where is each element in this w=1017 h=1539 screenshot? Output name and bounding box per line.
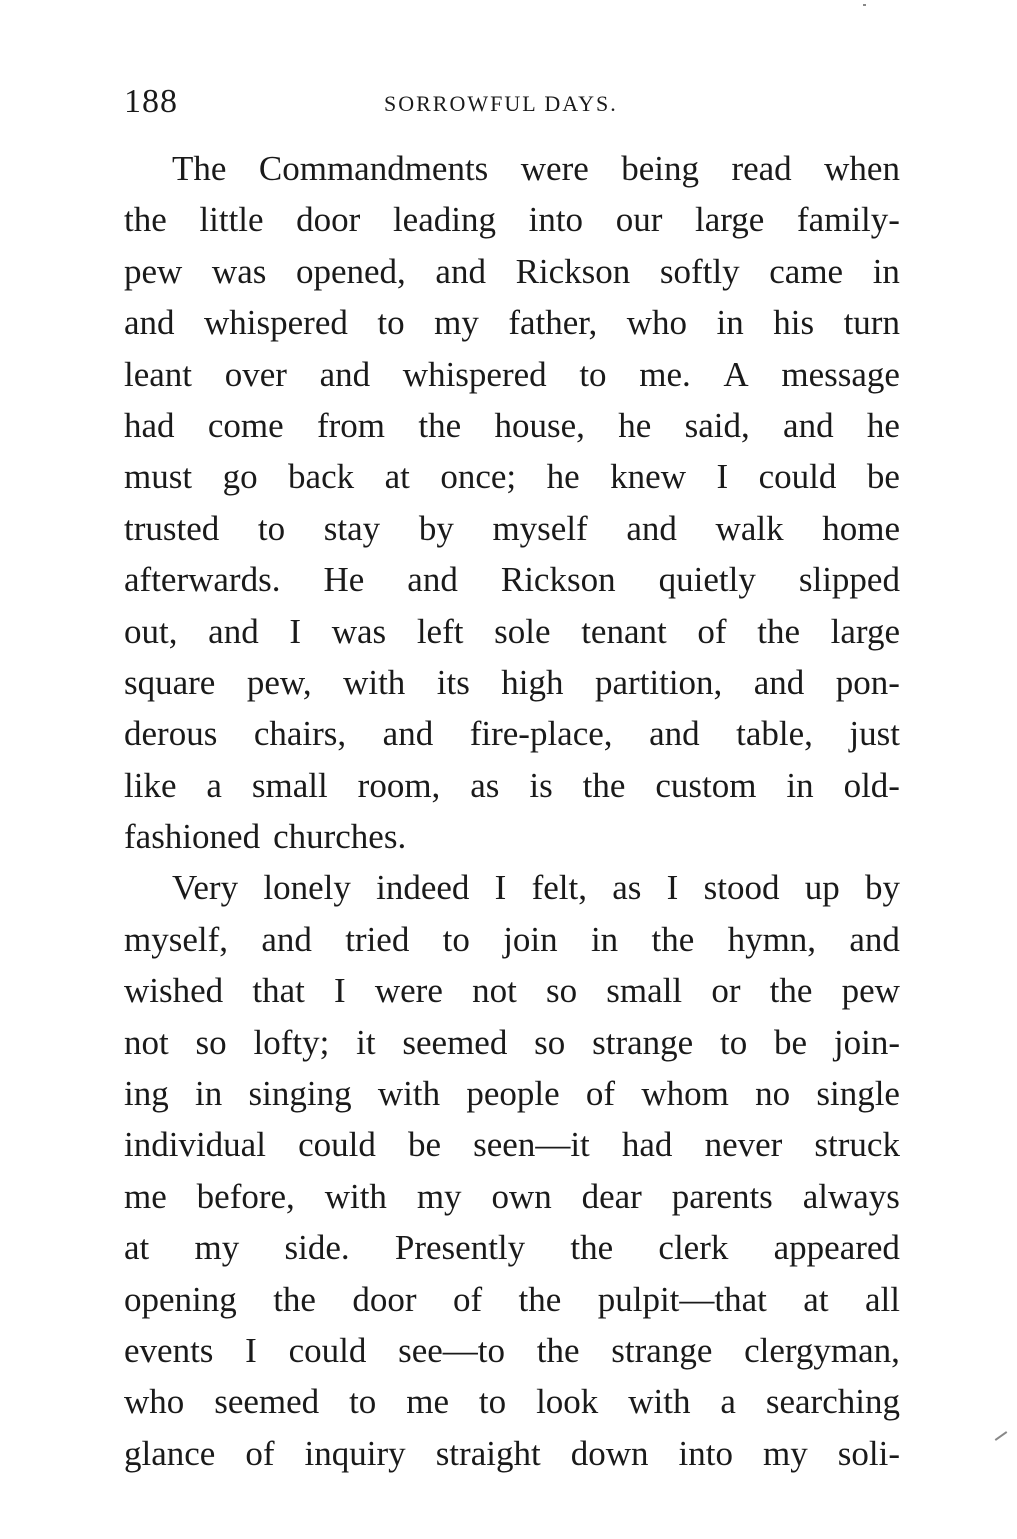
text-line: glance of inquiry straight down into my soli- <box>124 1433 900 1473</box>
text-line: The Commandments were being read when <box>172 149 900 188</box>
text-line: Very lonely indeed I felt, as I stood up by <box>172 868 900 908</box>
text-line: leant over and whispered to me. A message <box>124 354 900 394</box>
text-line: opening the door of the pulpit—that at all <box>124 1279 900 1319</box>
text-line: not so lofty; it seemed so strange to be join- <box>124 1022 900 1062</box>
page-number: 188 <box>124 83 178 120</box>
text-line: individual could be seen—it had never struck <box>124 1125 900 1165</box>
text-line: square pew, with its high partition, and pon- <box>124 662 900 702</box>
scan-speck <box>863 4 866 6</box>
text-line: me before, with my own dear parents always <box>124 1176 900 1216</box>
page-header <box>124 82 900 126</box>
text-line: derous chairs, and fire-place, and table, just <box>124 714 900 754</box>
text-line: trusted to stay by myself and walk home <box>124 508 900 548</box>
text-line: out, and I was left sole tenant of the large <box>124 611 900 651</box>
scan-speck <box>995 1431 1008 1441</box>
running-head: SORROWFUL DAYS. <box>384 91 618 116</box>
text-line: who seemed to me to look with a searching <box>124 1382 900 1422</box>
text-line: had come from the house, he said, and he <box>124 405 900 445</box>
text-line: must go back at once; he knew I could be <box>124 457 900 497</box>
text-line: and whispered to my father, who in his turn <box>124 303 900 343</box>
text-line: pew was opened, and Rickson softly came in <box>124 251 900 291</box>
text-line: myself, and tried to join in the hymn, and <box>124 919 900 959</box>
text-line: afterwards. He and Rickson quietly slipped <box>124 560 900 600</box>
text-line: fashioned churches. <box>124 817 407 857</box>
text-line: ing in singing with people of whom no single <box>124 1074 900 1114</box>
text-line: wished that I were not so small or the pew <box>124 971 900 1011</box>
text-line: at my side. Presently the clerk appeared <box>124 1228 900 1268</box>
body-text <box>124 143 900 1479</box>
text-line: the little door leading into our large family- <box>124 200 900 240</box>
text-line: like a small room, as is the custom in old- <box>124 765 900 805</box>
text-line: events I could see—to the strange clergyman, <box>124 1330 900 1370</box>
